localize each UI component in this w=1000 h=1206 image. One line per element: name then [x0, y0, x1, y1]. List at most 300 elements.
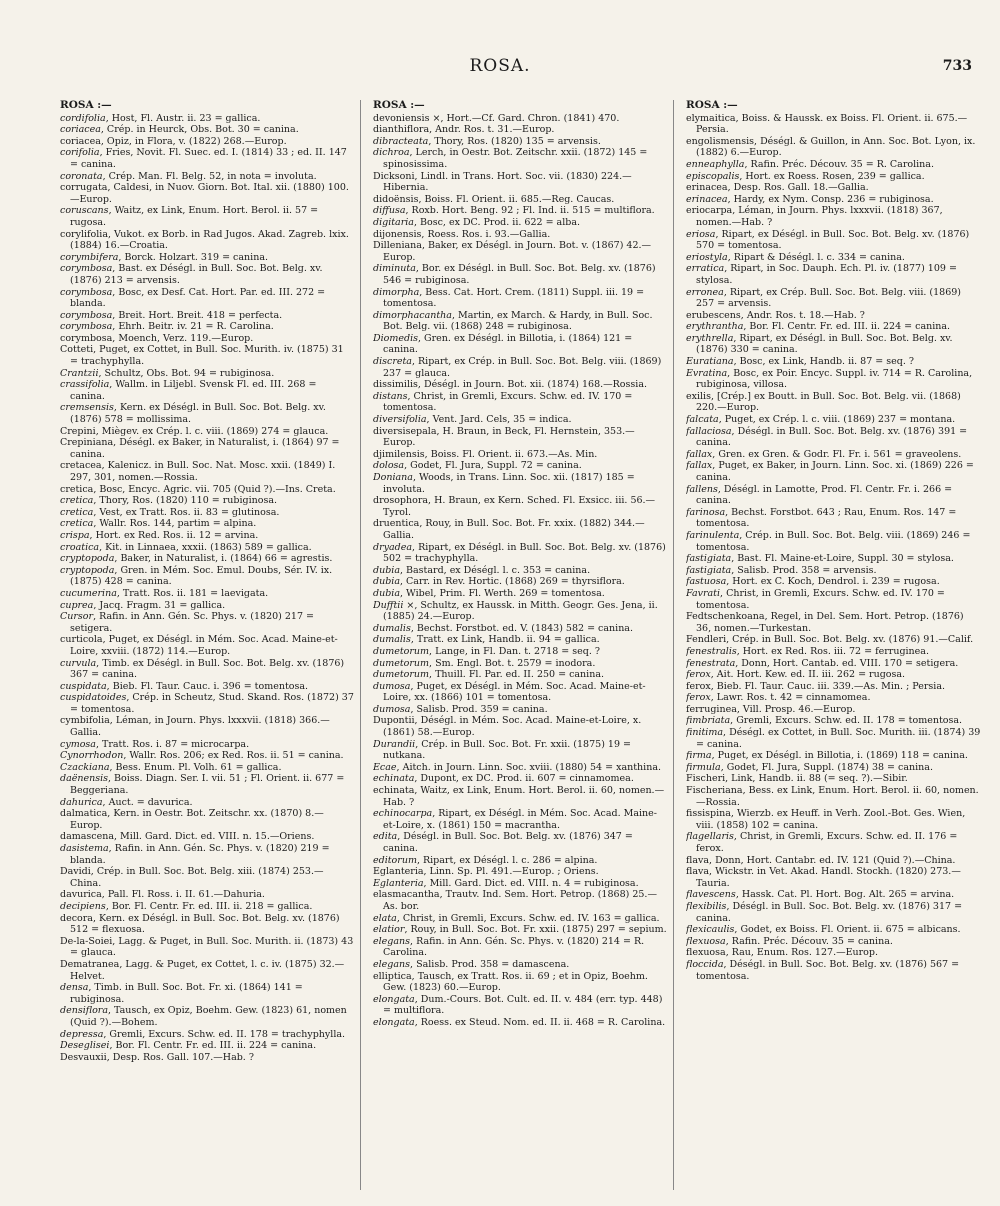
synonym-name: distans [373, 390, 408, 402]
synonym-name: fimbriata [686, 715, 731, 727]
index-entry [60, 182, 354, 205]
entry-text: , Wallr. Ros. 144, partim = alpina. [93, 518, 257, 530]
entry-text: , Jacq. Fragm. 31 = gallica. [93, 599, 226, 611]
synonym-name: Doniana [373, 472, 413, 483]
column-2 [373, 100, 674, 1190]
index-entry [686, 901, 981, 924]
synonym-name: dasistema [60, 843, 109, 854]
synonym-name: dimorphacantha [373, 309, 452, 321]
entry-text: dalmatica, Kern. in Oestr. Bot. Zeitschr. xx. (1870) 8.—Europ. [60, 808, 324, 831]
synonym-name: floccida [686, 958, 724, 970]
synonym-name: Czackiana [60, 761, 110, 773]
entry-text: , Bess. Enum. Pl. Volh. 61 = gallica. [109, 761, 282, 773]
synonym-name: fastuosa [686, 576, 727, 588]
index-entry [373, 889, 667, 912]
synonym-name: Cursor [60, 611, 94, 623]
synonym-name: coruscans [60, 205, 109, 217]
index-entry [686, 333, 981, 356]
entry-text: echinata, Waitz, ex Link, Enum. Hort. Berol. ii. 60, nomen.—Hab. ? [373, 785, 665, 808]
index-entry [686, 611, 981, 634]
synonym-name: firmula [686, 761, 721, 773]
synonym-name: echinata [373, 773, 415, 785]
synonym-name: depressa [60, 1028, 104, 1040]
synonym-name: editorum [373, 854, 417, 866]
index-entry [686, 588, 981, 611]
index-entry [373, 1017, 667, 1029]
entry-text: , Borck. Holzart. 319 = canina. [118, 251, 269, 263]
index-entry [686, 646, 981, 658]
synonym-name: dumetorum [373, 669, 430, 681]
entry-text: , Crép. Man. Fl. Belg. 52, in nota = involuta. [102, 170, 317, 182]
synonym-name: ferox [686, 669, 711, 681]
entry-text: , Christ, in Gremli, Excurs. Schw. ed. IV. 170 = tomentosa. [383, 390, 633, 414]
column-1 [60, 100, 361, 1190]
synonym-name: Crantzii [60, 367, 99, 379]
entry-text: elliptica, Tausch, ex Tratt. Ros. ii. 69 ; et in Opiz, Boehm. Gew. (1823) 60.—Europ. [373, 970, 648, 994]
index-entry [686, 634, 981, 646]
index-entry [60, 797, 354, 809]
entry-text: , Vest, ex Tratt. Ros. ii. 83 = glutinosa. [93, 506, 280, 518]
entry-text: , Salisb. Prod. 358 = damascena. [410, 958, 570, 970]
entry-text: , Thory, Ros. (1820) 110 = rubiginosa. [93, 495, 278, 507]
synonym-name: elongata [373, 993, 415, 1005]
index-entry [373, 460, 667, 472]
index-entry [686, 959, 981, 982]
index-entry [686, 426, 981, 449]
index-entry [373, 681, 667, 704]
index-entry [60, 124, 354, 136]
index-entry [60, 426, 354, 438]
column-heading: ROSA :— [60, 100, 112, 111]
synonym-name: elegans [373, 935, 411, 947]
index-entry [60, 333, 354, 345]
synonym-name: erinacea [686, 193, 728, 205]
entry-text: , Salisb. Prod. 359 = canina. [410, 703, 548, 715]
index-entry [373, 576, 667, 588]
entry-text: , Godet, Fl. Jura, Suppl. (1874) 38 = canina. [720, 761, 933, 773]
index-entry [60, 518, 354, 530]
entry-text: diversisepala, H. Braun, in Beck, Fl. Hernstein, 353.—Europ. [373, 425, 635, 449]
index-entry [686, 252, 981, 264]
index-entry [373, 855, 667, 867]
index-entry [60, 460, 354, 483]
entry-text: , Ripart, in Soc. Dauph. Ech. Pl. iv. (1877) 109 = stylosa. [696, 263, 957, 286]
entry-text: , Bor. Fl. Centr. Fr. ed. III. ii. 218 = gallica. [105, 900, 313, 912]
synonym-name: falcata [686, 414, 719, 426]
index-entry [373, 773, 667, 785]
entry-text: , Puget, ex Crép. l. c. viii. (1869) 237 = montana. [718, 414, 956, 426]
entry-text: coriacea, Opiz, in Flora, v. (1822) 268.—Europ. [60, 135, 287, 147]
synonym-name: cremsensis [60, 402, 114, 414]
synonym-name: dimorpha [373, 286, 420, 298]
index-entry [373, 588, 667, 600]
index-entry [60, 936, 354, 959]
index-entry [373, 658, 667, 670]
index-entry [373, 878, 667, 890]
synonym-name: erratica [686, 263, 725, 275]
entry-text: , Wallm. in Liljebl. Svensk Fl. ed. III. 268 = canina. [70, 379, 317, 402]
entry-text: , Puget, ex Déségl. in Mém. Soc. Acad. Maine-et-Loire, xx. (1866) 101 = tomentosa. [383, 680, 646, 704]
synonym-name: elata [373, 912, 397, 924]
synonym-name: cordifolia [60, 112, 106, 124]
index-entry [60, 252, 354, 264]
synonym-name: fallaciosa [686, 425, 732, 437]
entry-text: , Lange, in Fl. Dan. t. 2718 = seq. ? [429, 645, 600, 657]
entry-text: , Rouy, in Bull. Soc. Bot. Fr. xxii. (1875) 297 = sepium. [404, 924, 667, 936]
index-entry [686, 530, 981, 553]
entry-text: , Bechst. Forstbot. 643 ; Rau, Enum. Ros. 147 = tomentosa. [696, 506, 957, 530]
index-entry [60, 681, 354, 693]
entry-text: , Tratt. Ros. ii. 181 = laevigata. [116, 587, 269, 599]
index-entry [686, 356, 981, 368]
index-entry [686, 750, 981, 762]
synonym-name: densiflora [60, 1005, 108, 1017]
text-columns [60, 100, 988, 1190]
index-entry [373, 310, 667, 333]
entry-text: , Timb. in Bull. Soc. Bot. Fr. xi. (1864) 141 = rubiginosa. [70, 982, 303, 1005]
synonym-name: Ecae [373, 761, 397, 773]
index-entry [60, 692, 354, 715]
entry-text: Cotteti, Puget, ex Cottet, in Bull. Soc. Murith. iv. (1875) 31 = trachyphylla. [60, 344, 344, 368]
entry-text: , Gren. ex Déségl. in Billotia, i. (1864) 121 = canina. [383, 332, 633, 356]
index-entry [686, 785, 981, 808]
entry-text: , Thory, Ros. (1820) 135 = arvensis. [428, 135, 601, 147]
index-entry [60, 715, 354, 738]
entry-text: Desvauxii, Desp. Ros. Gall. 107.—Hab. ? [60, 1051, 254, 1063]
index-entry [686, 263, 981, 286]
entry-text: , Rafin. in Ann. Gén. Sc. Phys. v. (1820) 219 = blanda. [70, 843, 330, 866]
index-entry [686, 391, 981, 414]
index-entry [60, 658, 354, 681]
entry-text: Dupontii, Déségl. in Mém. Soc. Acad. Maine-et-Loire, x. (1861) 58.—Europ. [373, 715, 642, 739]
index-entry [60, 287, 354, 310]
index-entry [373, 113, 667, 125]
entry-text: , Gremli, Excurs. Schw. ed. II. 178 = trachyphylla. [103, 1028, 346, 1040]
index-entry [373, 426, 667, 449]
synonym-name: flagellaris [686, 831, 734, 843]
index-entry [373, 217, 667, 229]
index-entry [686, 727, 981, 750]
entry-text: , Christ, in Gremli, Excurs. Schw. ed. IV. 163 = gallica. [396, 912, 660, 924]
index-entry [373, 147, 667, 170]
entry-text: , Bosc, ex Desf. Cat. Hort. Par. ed. III. 272 = blanda. [70, 286, 326, 310]
index-entry [60, 553, 354, 565]
synonym-name: dubia [373, 587, 400, 599]
entry-text: exilis, [Crép.] ex Boutt. in Bull. Soc. Bot. Belg. vii. (1868) 220.—Europ. [686, 390, 961, 414]
synonym-name: eriostyla [686, 251, 728, 263]
synonym-name: flexicaulis [686, 924, 735, 936]
synonym-name: firma [686, 750, 712, 762]
index-entry [373, 205, 667, 217]
index-entry [60, 507, 354, 519]
synonym-name: erythrella [686, 332, 734, 344]
index-entry [60, 634, 354, 657]
entry-text: , Lawr. Ros. t. 42 = cinnamomea. [710, 692, 871, 704]
index-entry [60, 762, 354, 774]
synonym-name: dumosa [373, 703, 411, 715]
index-entry [373, 808, 667, 831]
entry-text: , Donn, Hort. Cantab. ed. VIII. 170 = setigera. [735, 657, 959, 669]
synonym-name: dolosa [373, 460, 405, 472]
index-entry [373, 924, 667, 936]
entry-text: , Bor. Fl. Centr. Fr. ed. III. ii. 224 = canina. [743, 321, 951, 333]
entry-text: , Rafin. Préc. Découv. 35 = canina. [725, 935, 893, 947]
entry-text: , Gren. ex Gren. & Godr. Fl. Fr. i. 561 = graveolens. [712, 448, 962, 460]
index-entry [60, 866, 354, 889]
entry-text: , Ripart, ex Déségl. in Bull. Soc. Bot. Belg. xv. (1876) 570 = tomentosa. [696, 228, 970, 252]
index-entry [686, 507, 981, 530]
synonym-name: flexuosa [686, 935, 726, 947]
index-entry [686, 449, 981, 461]
index-entry [60, 484, 354, 496]
synonym-name: coriacea [60, 124, 101, 136]
synonym-name: dichroa [373, 147, 410, 159]
entry-text: , Rafin. in Ann. Gén. Sc. Phys. v. (1820) 214 = R. Carolina. [383, 935, 645, 959]
index-entry [373, 623, 667, 635]
entry-text: , Wallr. Ros. 206; ex Red. Ros. ii. 51 = canina. [123, 750, 344, 762]
index-entry [373, 971, 667, 994]
index-entry [60, 437, 354, 460]
entry-text: , Déségl. in Lamotte, Prod. Fl. Centr. Fr. i. 266 = canina. [696, 483, 953, 507]
page-number: 733 [942, 58, 972, 74]
index-entry [686, 205, 981, 228]
synonym-name: diminuta [373, 263, 416, 275]
index-entry [373, 414, 667, 426]
synonym-name: cuprea [60, 599, 94, 611]
index-entry [60, 901, 354, 913]
index-entry [373, 472, 667, 495]
index-entry [686, 866, 981, 889]
synonym-name: crispa [60, 529, 90, 541]
synonym-name: daënensis [60, 773, 109, 785]
synonym-name: Euratiana [686, 356, 734, 368]
index-entry [60, 310, 354, 322]
synonym-name: corymbosa [60, 321, 113, 333]
entry-text: , Hort. ex Red. Ros. iii. 72 = ferruginea. [736, 645, 929, 657]
synonym-name: dumetorum [373, 657, 430, 669]
synonym-name: cretica [60, 506, 94, 518]
entry-text: , Waitz, ex Link, Enum. Hort. Berol. ii. 57 = rugosa. [70, 205, 319, 228]
index-entry [373, 240, 667, 263]
synonym-name: cryptopoda [60, 564, 115, 576]
index-entry [373, 391, 667, 414]
synonym-name: flavescens [686, 889, 736, 901]
synonym-name: farinulenta [686, 529, 740, 541]
entry-text: , Bast. ex Déségl. in Bull. Soc. Bot. Belg. xv. (1876) 213 = arvensis. [70, 263, 323, 286]
index-entry [60, 750, 354, 762]
entry-text: curticola, Puget, ex Déségl. in Mém. Soc. Acad. Maine-et-Loire, xxviii. (1872) 114.—Europ. [60, 634, 338, 657]
entry-text: , Ripart, ex Déségl. in Bull. Soc. Bot. Belg. xv. (1876) 330 = canina. [696, 332, 953, 356]
synonym-name: Diomedis [373, 332, 418, 344]
index-entry [686, 924, 981, 936]
index-entry [60, 588, 354, 600]
entry-text: , Christ, in Gremli, Excurs. Schw. ed. II. 176 = ferox. [696, 831, 958, 854]
index-entry [686, 692, 981, 704]
entry-text: , Rafin. in Ann. Gén. Sc. Phys. v. (1820) 217 = setigera. [70, 611, 314, 634]
synonym-name: cuspidatoides [60, 692, 127, 704]
entry-text: , Carr. in Rev. Hortic. (1868) 269 = thyrsiflora. [399, 576, 625, 588]
entry-text: , Woods, in Trans. Linn. Soc. xii. (1817) 185 = involuta. [383, 472, 635, 495]
index-entry [686, 855, 981, 867]
entry-text: , Christ, in Gremli, Excurs. Schw. ed. IV. 170 = tomentosa. [696, 587, 945, 611]
synonym-name: erronea [686, 286, 724, 298]
entry-text: , Déségl. in Bull. Soc. Bot. Belg. xv. (1876) 391 = canina. [696, 425, 968, 449]
index-entry [60, 889, 354, 901]
entry-text: devoniensis ×, Hort.—Cf. Gard. Chron. (1841) 470. [373, 112, 620, 124]
entry-text: , Mill. Gard. Dict. ed. VIII. n. 4 = rubiginosa. [423, 877, 639, 889]
synonym-name: elegans [373, 958, 411, 970]
entry-text: , Puget, ex Baker, in Journ. Linn. Soc. xi. (1869) 226 = canina. [696, 460, 974, 483]
synonym-name: Eglanteria [373, 877, 424, 889]
synonym-name: Cynorrhodon [60, 750, 124, 762]
index-entry [60, 739, 354, 751]
synonym-name: elatior [373, 924, 405, 936]
index-entry [686, 576, 981, 588]
index-entry [60, 147, 354, 170]
index-entry [373, 715, 667, 738]
entry-text: cretacea, Kalenicz. in Bull. Soc. Nat. Mosc. xxii. (1849) I. 297, 301, nomen.—Rossia. [60, 460, 336, 483]
entry-text: , Gremli, Excurs. Schw. ed. II. 178 = tomentosa. [730, 715, 963, 727]
index-entry [60, 843, 354, 866]
synonym-name: dumalis [373, 634, 411, 646]
synonym-name: edita [373, 831, 398, 843]
entry-text: Fendleri, Crép. in Bull. Soc. Bot. Belg. xv. (1876) 91.—Calif. [686, 634, 974, 646]
index-entry [373, 356, 667, 379]
entry-text: dijonensis, Roess. Ros. i. 93.—Gallia. [373, 228, 551, 240]
synonym-name: cucumerina [60, 587, 117, 599]
synonym-name: digitaria [373, 216, 414, 228]
entry-text: , Wibel, Prim. Fl. Werth. 269 = tomentosa. [399, 587, 605, 599]
entry-text: , Bast. Fl. Maine-et-Loire, Suppl. 30 = stylosa. [731, 553, 954, 565]
synonym-name: dibracteata [373, 135, 429, 147]
synonym-name: cuspidata [60, 680, 107, 692]
entry-text: , Auct. = davurica. [102, 796, 193, 808]
entry-text: , Bosc, ex DC. Prod. ii. 622 = alba. [413, 216, 581, 228]
index-entry [373, 785, 667, 808]
index-entry [60, 808, 354, 831]
synonym-name: echinocarpa [373, 808, 433, 820]
synonym-name: dahurica [60, 796, 103, 808]
entry-text: , Roxb. Hort. Beng. 92 ; Fl. Ind. ii. 515 = multiflora. [405, 205, 655, 217]
synonym-name: dumetorum [373, 645, 430, 657]
entry-text: , Dupont, ex DC. Prod. ii. 607 = cinnamomea. [414, 773, 634, 785]
entry-text: , Déségl. in Bull. Soc. Bot. Belg. xv. (1876) 567 = tomentosa. [696, 958, 960, 982]
synonym-name: corymbosa [60, 286, 113, 298]
entry-text: , Aitch. in Journ. Linn. Soc. xviii. (1880) 54 = xanthina. [396, 761, 662, 773]
index-entry [686, 808, 981, 831]
entry-text: , Kern. ex Déségl. in Bull. Soc. Bot. Belg. xv. (1876) 578 = mollissima. [70, 402, 326, 426]
synonym-name: corymbosa [60, 309, 113, 321]
synonym-name: coronata [60, 170, 103, 182]
entry-text: , Ripart, ex Crép. Bull. Soc. Bot. Belg. viii. (1869) 257 = arvensis. [696, 286, 962, 310]
index-entry [60, 321, 354, 333]
index-entry [60, 1005, 354, 1028]
entry-text: , Crép. in Bull. Soc. Bot. Belg. viii. (1869) 246 = tomentosa. [696, 529, 971, 553]
index-entry [60, 379, 354, 402]
entry-text: , Bor. Fl. Centr. Fr. ed. III. ii. 224 = canina. [109, 1040, 317, 1052]
index-entry [60, 530, 354, 542]
entry-text: , Salisb. Prod. 358 = arvensis. [731, 564, 877, 576]
synonym-name: cretica [60, 518, 94, 530]
entry-text: Dicksoni, Lindl. in Trans. Hort. Soc. vii. (1830) 224.—Hibernia. [373, 170, 632, 194]
index-entry [60, 171, 354, 183]
index-entry [373, 913, 667, 925]
entry-text: dianthiflora, Andr. Ros. t. 31.—Europ. [373, 124, 555, 136]
entry-text: , Dum.-Cours. Bot. Cult. ed. II. v. 484 (err. typ. 448) = multiflora. [383, 993, 663, 1017]
entry-text: flava, Wickstr. in Vet. Akad. Handl. Stockh. (1820) 273.—Tauria. [686, 866, 961, 889]
index-entry [686, 484, 981, 507]
synonym-name: croatica [60, 541, 100, 553]
entry-text: , Breit. Hort. Breit. 418 = perfecta. [112, 309, 283, 321]
entry-text: , Vent. Jard. Cels, 35 = indica. [426, 414, 572, 426]
entry-text: Fedtschenkoana, Regel, in Del. Sem. Hort. Petrop. (1876) 36, nomen.—Turkestan. [686, 611, 964, 634]
entry-text: , Timb. ex Déségl. in Bull. Soc. Bot. Belg. xv. (1876) 367 = canina. [70, 657, 345, 681]
index-entry [373, 936, 667, 959]
synonym-name: discreta [373, 356, 412, 368]
index-entry [686, 715, 981, 727]
index-entry [373, 518, 667, 541]
index-entry [60, 205, 354, 228]
index-entry [373, 449, 667, 461]
entry-text: , Martin, ex March. & Hardy, in Bull. Soc. Bot. Belg. vii. (1868) 248 = rubiginosa. [383, 309, 653, 333]
index-entry [686, 681, 981, 693]
synonym-name: dumosa [373, 680, 411, 692]
entry-text: dissimilis, Déségl. in Journ. Bot. xii. (1874) 168.—Rossia. [373, 379, 648, 391]
index-entry [686, 182, 981, 194]
index-entry [373, 994, 667, 1017]
entry-text: engolismensis, Déségl. & Guillon, in Ann. Soc. Bot. Lyon, ix. (1882) 6.—Europ. [686, 135, 976, 159]
index-entry [686, 171, 981, 183]
index-entry [686, 704, 981, 716]
entry-text: flava, Donn, Hort. Cantabr. ed. IV. 121 (Quid ?).—China. [686, 854, 956, 866]
synonym-name: fenestralis [686, 645, 737, 657]
entry-text: , Crép. in Heurck, Obs. Bot. 30 = canina. [100, 124, 299, 136]
index-entry [373, 959, 667, 971]
index-entry [373, 646, 667, 658]
index-entry [373, 124, 667, 136]
index-entry [60, 1029, 354, 1041]
index-entry [373, 565, 667, 577]
entry-text: druentica, Rouy, in Bull. Soc. Bot. Fr. xxix. (1882) 344.—Gallia. [373, 518, 645, 541]
index-entry [60, 136, 354, 148]
synonym-name: fallax [686, 460, 713, 472]
entry-text: , Baker, in Naturalist, i. (1864) 66 = agrestis. [114, 553, 333, 565]
index-entry [373, 669, 667, 681]
entry-text: , Gren. in Mém. Soc. Emul. Doubs, Sér. IV. ix. (1875) 428 = canina. [70, 564, 333, 588]
index-entry [60, 831, 354, 843]
index-entry [60, 913, 354, 936]
synonym-name: cretica [60, 495, 94, 507]
column-heading: ROSA :— [373, 100, 425, 111]
entry-text: , Tausch, ex Opiz, Boehm. Gew. (1823) 61, nomen (Quid ?).—Bohem. [70, 1005, 347, 1028]
entry-text: , Tratt. ex Link, Handb. ii. 94 = gallica. [410, 634, 600, 646]
entry-text: , Schultz, Obs. Bot. 94 = rubiginosa. [98, 367, 275, 379]
synonym-name: fastigiata [686, 564, 732, 576]
entry-text: , Crép. in Scheutz, Stud. Skand. Ros. (1872) 37 = tomentosa. [70, 692, 354, 715]
synonym-name: curvula [60, 657, 97, 669]
entry-text: fissispina, Wierzb. ex Heuff. in Verh. Zool.-Bot. Ges. Wien, viii. (1858) 102 = canina. [686, 808, 966, 831]
index-entry [686, 658, 981, 670]
index-entry [60, 113, 354, 125]
entry-text: cretica, Bosc, Encyc. Agric. vii. 705 (Quid ?).—Ins. Creta. [60, 483, 336, 495]
index-entry [60, 611, 354, 634]
index-entry [60, 402, 354, 425]
entry-text: , Roess. ex Steud. Nom. ed. II. ii. 468 = R. Carolina. [414, 1016, 666, 1028]
entry-text: , Déségl. in Bull. Soc. Bot. Belg. xv. (1876) 347 = canina. [383, 831, 633, 854]
entry-text: , Puget, ex Déségl. in Billotia, i. (1869) 118 = canina. [711, 750, 968, 762]
entry-text: Dematranea, Lagg. & Puget, ex Cottet, l. c. iv. (1875) 32.—Helvet. [60, 958, 345, 982]
entry-text: , Host, Fl. Austr. ii. 23 = gallica. [105, 112, 261, 124]
